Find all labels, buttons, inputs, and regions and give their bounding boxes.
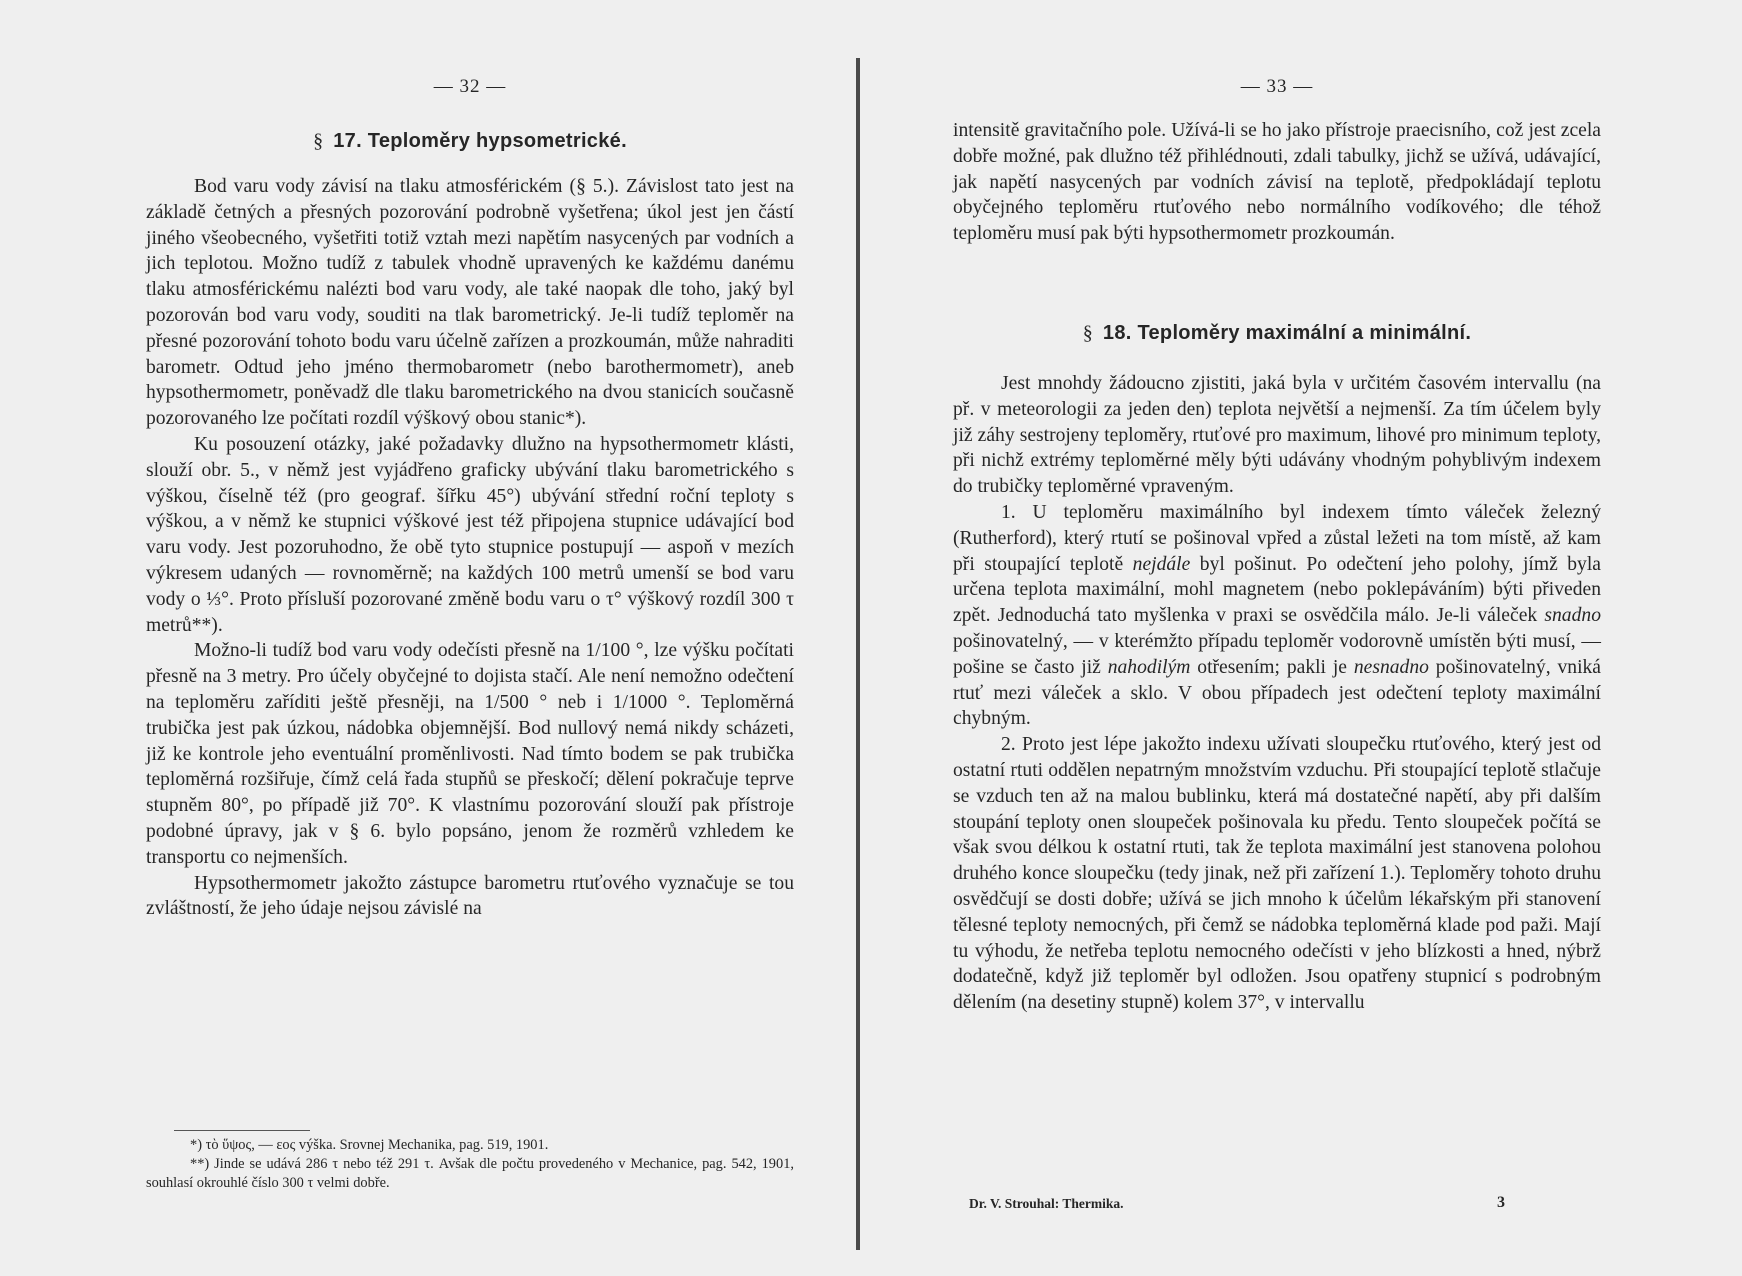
section-heading-17 [146, 130, 794, 153]
section-heading-18 [953, 322, 1601, 345]
paragraph: Hypsothermometr jakožto zástupce barometru rtuťového vyznačuje se tou zvláštností, že jeho údaje nejsou závislé na [146, 872, 794, 920]
paragraph: Ku posouzení otázky, jaké požadavky dlužno na hypsothermometr klásti, slouží obr. 5., v němž jest vyjádřeno graficky ubývání tlaku barometrického s výškou, číselně též (pro geograf. šířku 45°) ubývání střední roční teploty s výškou, a v němž ke stupnici výškové jest též připojena stupnice udávající bod varu vody. Jest pozoruhodno, že obě tyto stupnice postupují — aspoň v mezích výkresem udaných — rovnoměrně; na každých 100 metrů umenší se bod varu vody o ⅓°. Proto přísluší pozorované změně bodu varu o τ° výškový rozdíl 300 τ metrů**). [146, 433, 794, 636]
left-page [146, 0, 794, 1276]
section-mark: § [313, 130, 324, 152]
footnotes [146, 1136, 794, 1193]
page-number-right: — 33 — [1240, 76, 1314, 97]
paragraph [953, 500, 1601, 732]
body-text-left [146, 174, 794, 922]
body-text-right [953, 371, 1601, 1016]
text-run: byl pošinut. Po odečtení jeho polohy, jímž byla určena teplota maximální, mohl magnetem (nebo poklepáváním) býti přiveden zpět. Jednoduchá tato myšlenka v praxi se osvědčila málo. Je-li váleček [953, 553, 1601, 627]
body-text-right-intro [953, 118, 1601, 247]
italic-run: nejdále [1132, 553, 1191, 575]
paragraph: Bod varu vody závisí na tlaku atmosférickém (§ 5.). Závislost tato jest na základě četných a přesných pozorování podrobně vyšetřena; úkol jest jen částí jiného všeobecného, vyšetřiti totiž vztah mezi napětím nasycených par vodních a jich teplotou. Možno tudíž z tabulek vhodně upravených ke každému danému tlaku atmosférickému nalézti bod varu vody, ale také naopak dle toho, jaký byl pozorován bod varu vody, souditi na tlak barometrický. Je-li tudíž teploměr na přesné pozorování tohoto bodu varu účelně zařízen a prozkoumán, může nahraditi barometr. Odtud jeho jméno thermobarometr (nebo barothermometr), aneb hypsothermometr, poněvadž dle tlaku barometrického na dvou stanicích současně pozorovaného lze počítati rozdíl výškový obou stanic*). [146, 176, 794, 430]
page-number-left: — 32 — [433, 76, 507, 97]
text-run: 1. U teploměru maximálního byl indexem tímto váleček železný (Rutherford), který rtutí se pošinoval vpřed a zůstal ležeti na tom místě, až kam při stoupající teplotě [953, 501, 1601, 575]
section-title: 18. Teploměry maximální a minimální. [1102, 322, 1472, 344]
section-mark: § [1082, 322, 1094, 344]
paragraph: 2. Proto jest lépe jakožto indexu užívati sloupečku rtuťového, který jest od ostatní rtuti oddělen nepatrným množstvím vzduchu. Při stoupající teplotě stlačuje se vzduch ten až na malou bublinku, která má dostatečné napětí, aby při dalším stoupání teploty onen sloupeček pošinovala ku předu. Tento sloupeček počítá se však svou délkou k ostatní rtuti, tak že teplota maximální jest stanovena polohou druhého konce sloupečku (tedy jinak, než při zařízení 1.). Teploměry tohoto druhu osvědčují se dosti dobře; užívá se jich mnoho k účelům lékařským při stanovení tělesné teploty nemocných, při čemž se nádobka teploměrná klade pod paži. Mají tu výhodu, že netřeba teplotu nemocného odečísti v jeho blízkosti a hned, nýbrž dodatečně, když již teploměr byl odložen. Jsou opatřeny stupnicí s podrobným dělením (na desetiny stupně) kolem 37°, v intervallu [953, 734, 1601, 1014]
text-run: pošinovatelný, vniká rtuť mezi váleček a sklo. V obou případech jest odečtení teploty maximální chybným. [953, 656, 1602, 730]
text-run: pošinovatelný, — v kterémžto případu teploměr vodorovně umístěn býti musí, — pošine se často již [953, 630, 1601, 678]
book-spine [856, 58, 860, 1250]
italic-run: nesnadno [1353, 656, 1429, 678]
footnote: *) τὸ ὕψος, — εος výška. Srovnej Mechanika, pag. 519, 1901. [190, 1137, 549, 1153]
signature-author: Dr. V. Strouhal: Thermika. [969, 1196, 1124, 1211]
paragraph: intensitě gravitačního pole. Užívá-li se ho jako přístroje praecisního, což jest zcela dobře možné, pak dlužno též přihlédnouti, zdali tabulky, jichž se užívá, udávající, jak napětí nasycených par vodních závisí na teplotě, předpokládají teplotu obyčejného teploměru rtuťového nebo normálního vodíkového; dle téhož teploměru musí pak býti hypsothermometr prozkoumán. [953, 120, 1601, 245]
section-title: 17. Teploměry hypsometrické. [333, 130, 627, 152]
paragraph: Možno-li tudíž bod varu vody odečísti přesně na 1/100 °, lze výšku počítati přesně na 3 metry. Pro účely obyčejné to dojista stačí. Ale není nemožno odečtení na teploměru zaříditi ještě přesněji, na 1/500 ° neb i 1/1000 °. Teploměrná trubička jest pak úzkou, nádobka objemnější. Bod nullový nemá nikdy scházeti, již ke kontrole jeho eventuální proměnlivosti. Nad tímto bodem se pak trubička teploměrná rozšiřuje, čímž celá řada stupňů se přeskočí; dělení pokračuje teprve stupněm 80°, po případě již 70°. K vlastnímu pozorování slouží pak přístroje podobné úpravy, jak v § 6. bylo popsáno, jenom že rozměrů vzhledem ke transportu co nejmenších. [146, 640, 794, 868]
paragraph: Jest mnohdy žádoucno zjistiti, jaká byla v určitém časovém intervallu (na př. v meteorologii za jeden den) teplota největší a nejmenší. Za tím účelem byly již záhy sestrojeny teploměry, rtuťové pro maximum, lihové pro minimum teploty, při nichž extrémy teploměrné měly býti udávány vhodným pohyblivým indexem do trubičky teploměrné vpraveným. [953, 373, 1601, 498]
footnote-rule [174, 1130, 310, 1131]
sheet-number: 3 [1497, 1194, 1505, 1211]
footnote: **) Jinde se udává 286 τ nebo též 291 τ. Avšak dle počtu provedeného v Mechanice, pag. 542, 1901, souhlasí okrouhlé číslo 300 τ velmi dobře. [146, 1156, 794, 1191]
text-run: otřesením; pakli je [1190, 656, 1354, 678]
italic-run: snadno [1544, 605, 1601, 627]
italic-run: nahodilým [1107, 656, 1191, 678]
right-page [953, 0, 1601, 1276]
